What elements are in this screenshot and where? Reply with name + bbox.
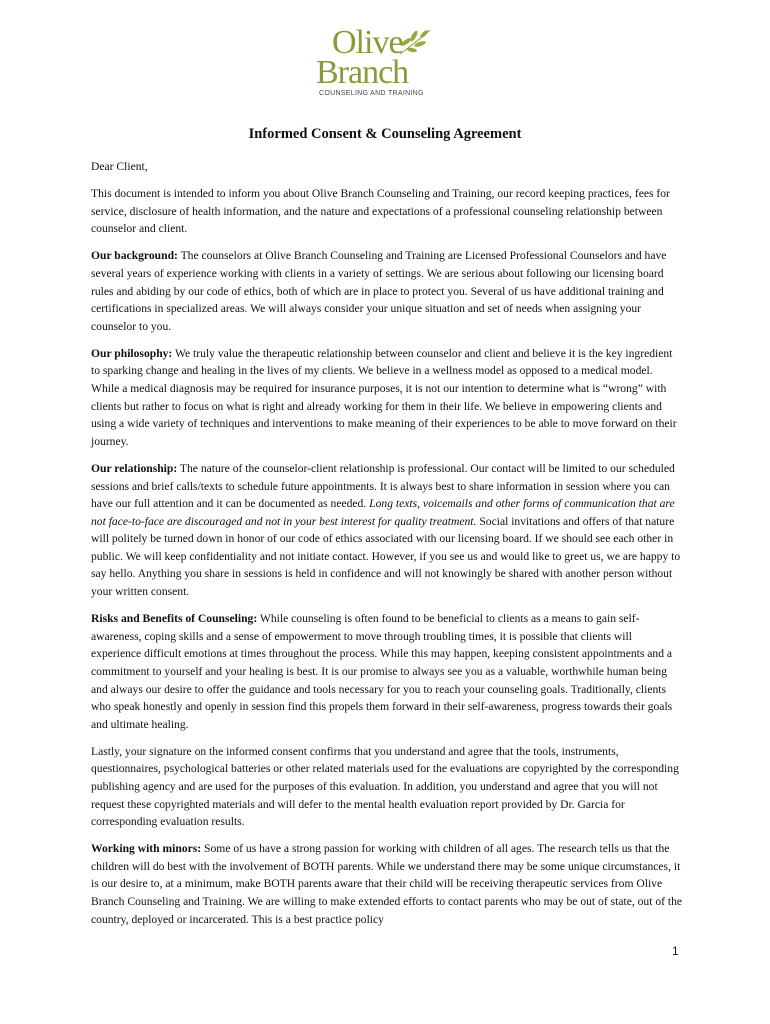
philosophy-heading: Our philosophy: xyxy=(91,346,173,360)
relationship-heading: Our relationship: xyxy=(91,461,178,475)
minors-paragraph xyxy=(91,840,683,928)
logo-text-branch: Branch xyxy=(316,54,409,91)
background-paragraph xyxy=(91,247,683,335)
olive-branch-logo xyxy=(300,18,460,108)
relationship-text-1: The nature of the counselor-client relationship is professional. Our contact will be limited to our scheduled sessions and brief calls/texts to schedule future appointments. It is always best to share information in session where you can have our full attention and it can be documented as needed. xyxy=(91,461,675,511)
greeting: Dear Client, xyxy=(91,160,148,173)
logo-text-olive: Olive xyxy=(332,24,403,61)
logo-subtitle: COUNSELING AND TRAINING xyxy=(319,90,424,97)
philosophy-paragraph xyxy=(91,345,683,451)
relationship-italic-text: Long texts, voicemails and other forms of communication that are not face-to-face are discouraged and not in your best interest for quality treatment. xyxy=(91,497,675,528)
relationship-paragraph xyxy=(91,460,683,601)
document-body xyxy=(91,158,683,938)
lastly-paragraph: Lastly, your signature on the informed consent confirms that you understand and agree that the tools, instruments, questionnaires, psychological batteries or other related materials used for the evaluations are copyrighted by the corresponding publishing agency and are used for the purposes of this evaluation. In addition, you understand and agree that you will not request these copyrighted materials and will defer to the mental health evaluation report provided by Dr. Garcia for corresponding evaluation results. xyxy=(91,744,679,829)
relationship-text-2: Social invitations and offers of that nature will politely be turned down in honor of our code of ethics associated with our licensing board. If we should see each other in public. We will keep confidentiality and not initiate contact. However, if you see us and would like to greet us, we are happy to say hello. Anything you share in sessions is held in confidence and will not knowingly be shared with another person without your written consent. xyxy=(91,514,681,599)
risks-heading: Risks and Benefits of Counseling: xyxy=(91,612,258,626)
background-text: The counselors at Olive Branch Counseling and Training are Licensed Professional Counselors and have several years of experience working with clients in a variety of settings. We are serious about following our licensing board rules and abiding by our code of ethics, both of which are in place to protect you. Several of us have additional training and certifications in specialized areas. We will always consider your unique situation and set of needs when assigning your counselor to you. xyxy=(91,249,667,333)
minors-heading: Working with minors: xyxy=(91,842,202,856)
risks-paragraph xyxy=(91,610,683,733)
philosophy-text: We truly value the therapeutic relationship between counselor and client and believe it is the key ingredient to sparking change and healing in the lives of my clients. We believe in a wellness model as opposed to a medical model. While a medical diagnosis may be required for insurance purposes, it is not our intention to determine what is “wrong” with clients but rather to focus on what is right and already working for them in their life. We believe in empowering clients and using a wide variety of techniques and interventions to make meaning of their experiences to be able to move forward on their journey. xyxy=(91,346,677,448)
document-title: Informed Consent & Counseling Agreement xyxy=(248,126,522,142)
background-heading: Our background: xyxy=(91,249,178,263)
minors-text: Some of us have a strong passion for working with children of all ages. The research tells us that the children will do best with the involvement of BOTH parents. While we understand there may be some unique circumstances, it is our desire to, at a minimum, make BOTH parents aware that their child will be receiving therapeutic services from Olive Branch Counseling and Training. We are willing to make extended efforts to contact parents who may be out of state, out of the country, deployed or incarcerated. This is a best practice policy xyxy=(91,842,683,926)
page-number: 1 xyxy=(672,944,679,958)
intro-paragraph: This document is intended to inform you about Olive Branch Counseling and Training, our record keeping practices, fees for service, disclosure of health information, and the nature and expectations of a professional counseling relationship between counselor and client. xyxy=(91,187,670,236)
risks-text: While counseling is often found to be beneficial to clients as a means to gain self-awareness, coping skills and a sense of empowerment to move through troubling times, it is possible that clients will experience difficult emotions at times throughout the process. While this may happen, keeping consistent appointments and a commitment to yourself and your healing is best. It is our promise to always see you as a valuable, worthwhile human being and always our desire to offer the guidance and tools necessary for you to reach your counseling goals. Traditionally, clients who speak honestly and openly in session find this propels them forward in their self-awareness, progress towards their goals and ultimate healing. xyxy=(91,612,673,731)
